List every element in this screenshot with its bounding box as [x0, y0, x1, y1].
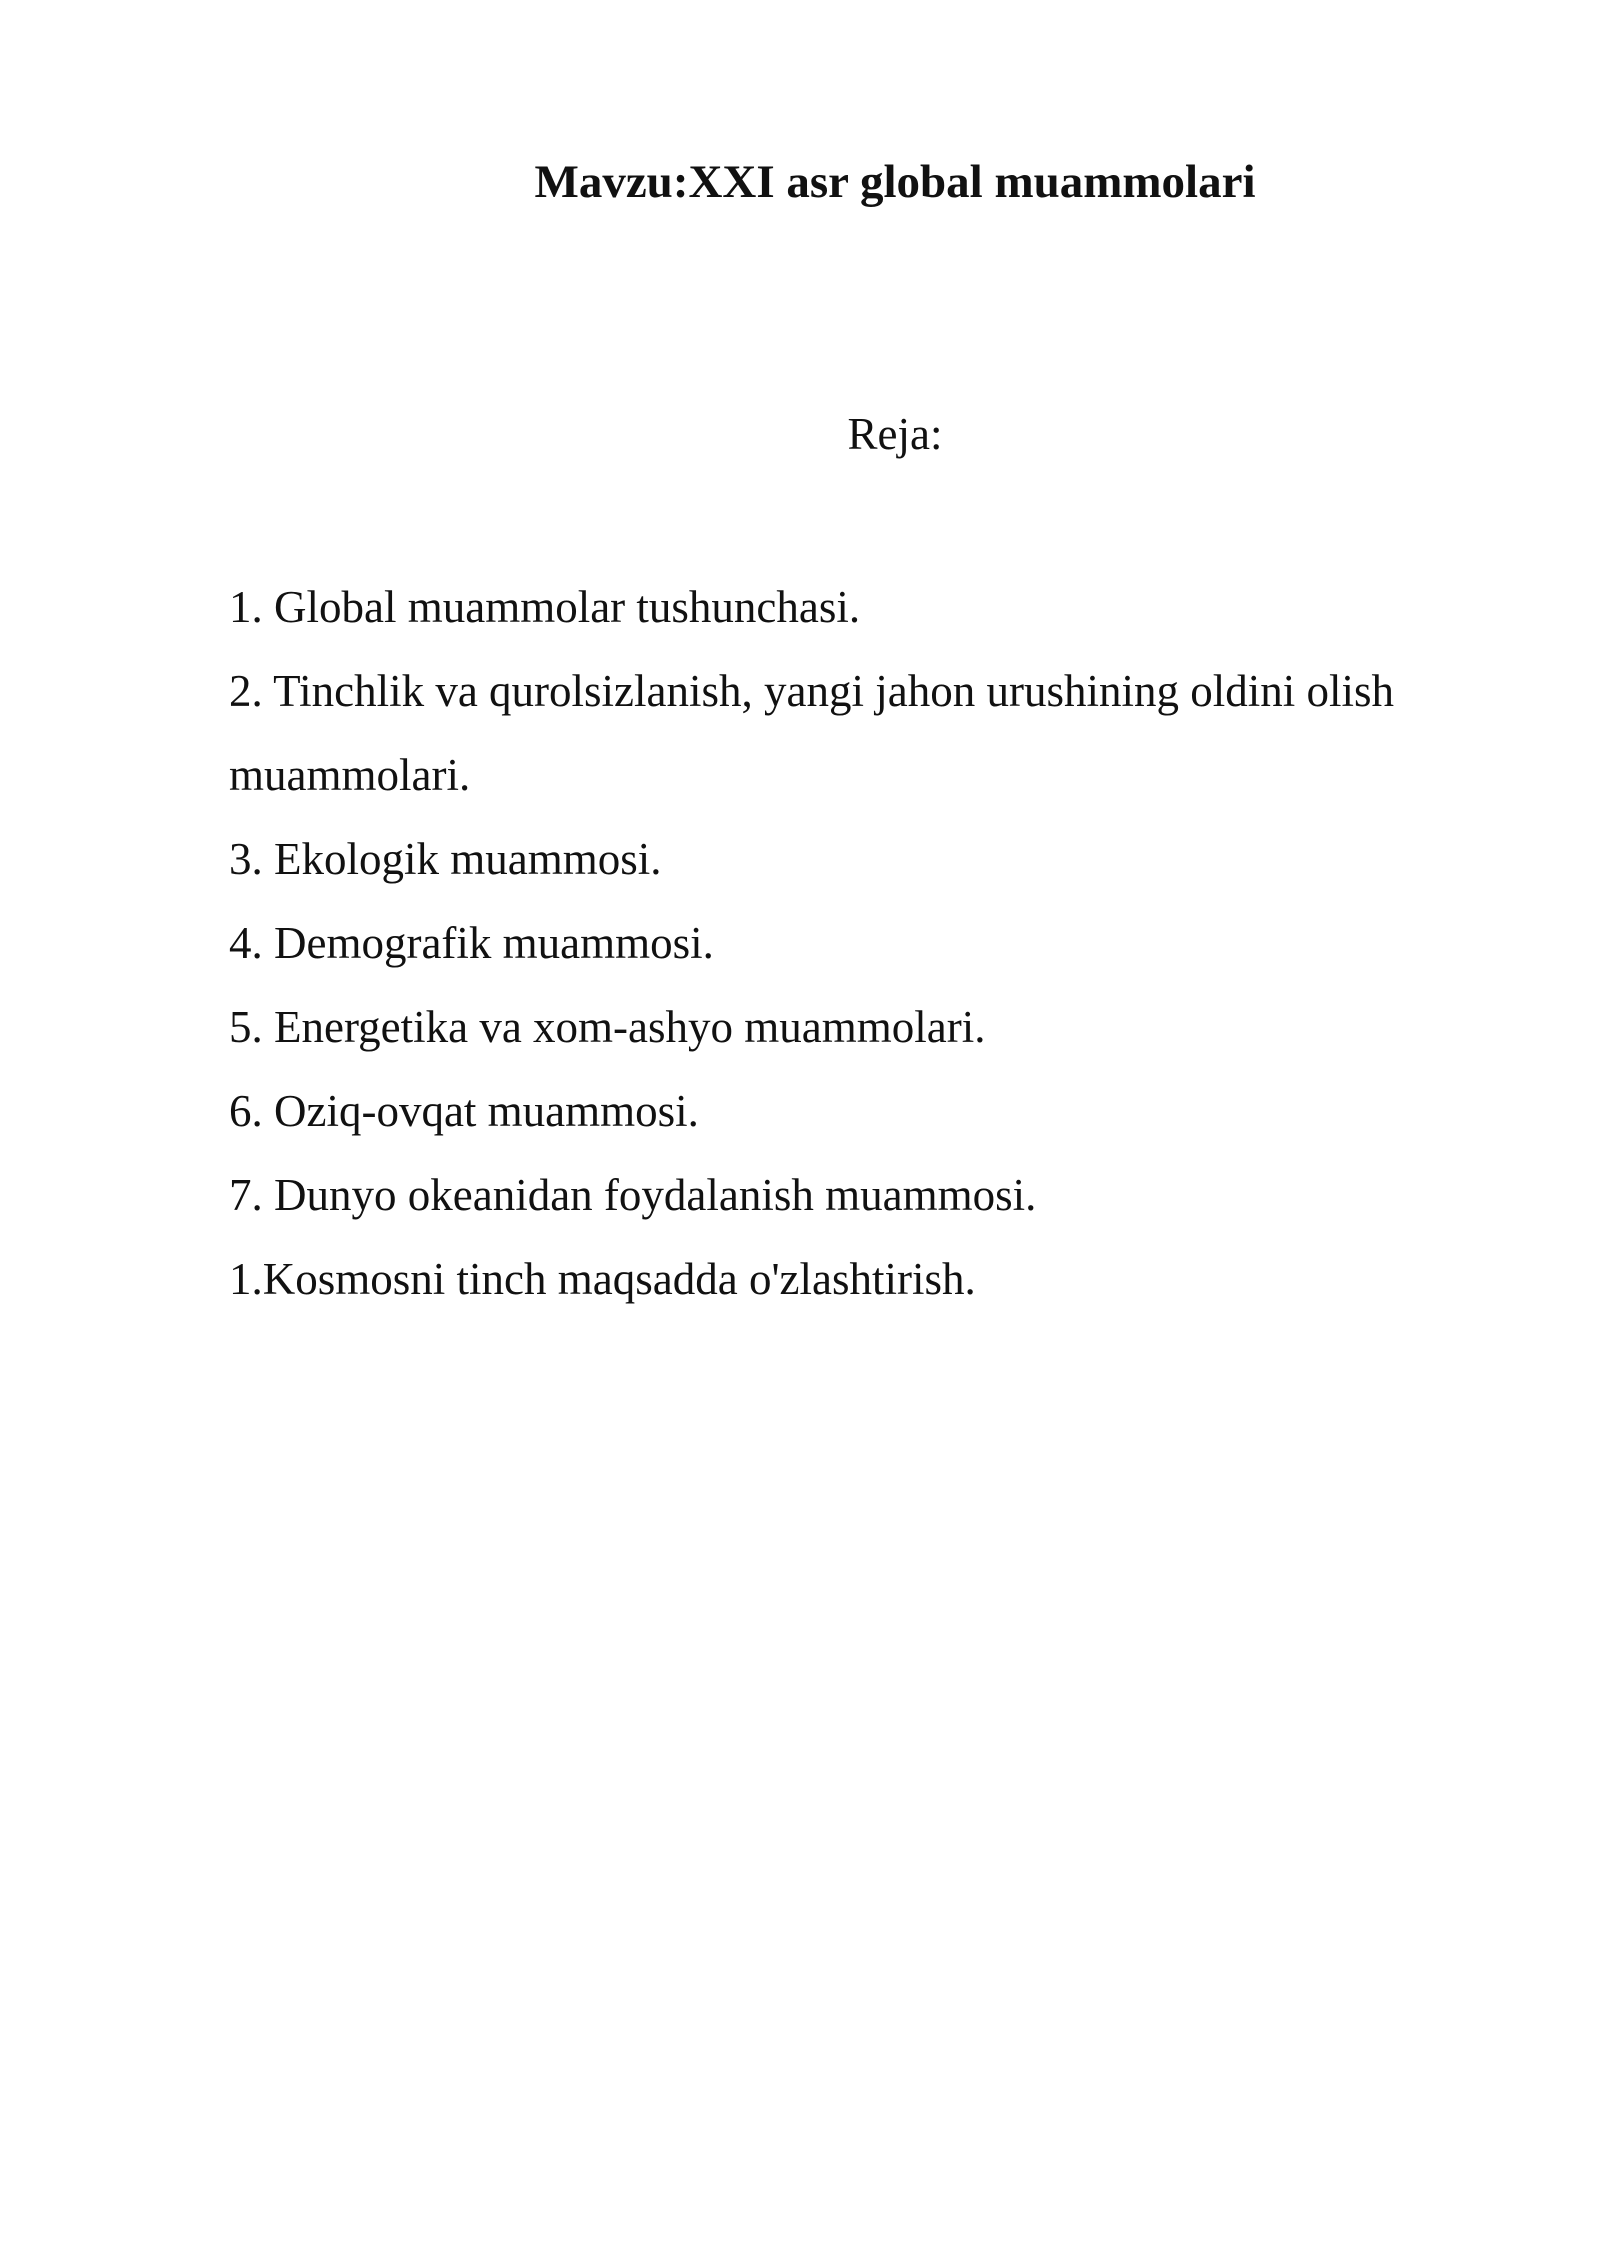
- plan-heading: Reja:: [847, 409, 943, 459]
- plan-item: 1. Global muammolar tushunchasi.: [229, 582, 861, 632]
- plan-item: 7. Dunyo okeanidan foydalanish muammosi.: [229, 1170, 1037, 1220]
- plan-item: 6. Oziq-ovqat muammosi.: [229, 1086, 699, 1136]
- plan-item: 1.Kosmosni tinch maqsadda o'zlashtirish.: [229, 1254, 976, 1304]
- plan-item: 5. Energetika va xom-ashyo muammolari.: [229, 1002, 986, 1052]
- plan-item: 2. Tinchlik va qurolsizlanish, yangi jahon urushining oldini olish muammolari.: [229, 666, 1394, 800]
- document-title: Mavzu:XXI asr global muammolari: [534, 156, 1256, 208]
- plan-list: [229, 565, 1539, 1321]
- plan-item: 3. Ekologik muammosi.: [229, 834, 662, 884]
- plan-item: 4. Demografik muammosi.: [229, 918, 714, 968]
